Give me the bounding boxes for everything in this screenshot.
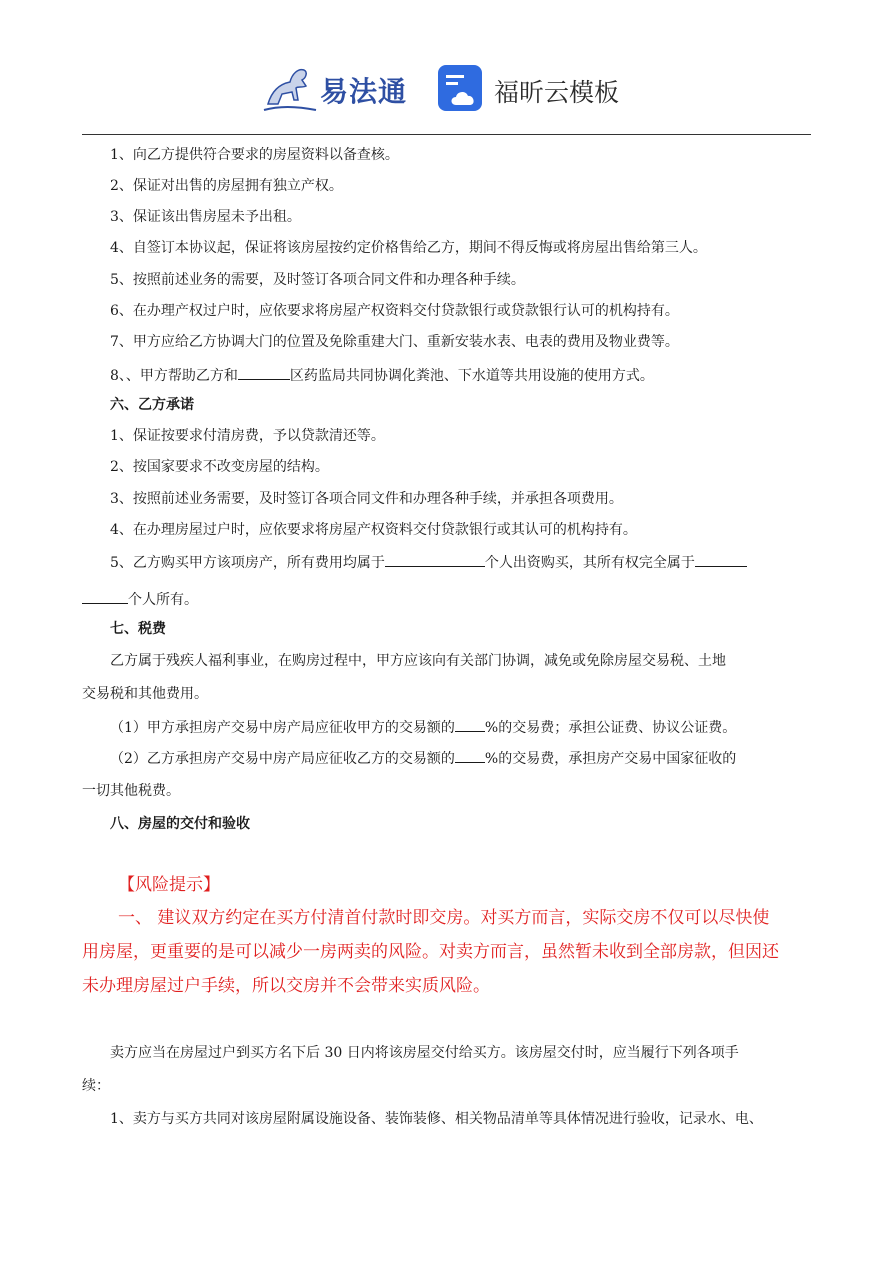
paragraph (110, 747, 736, 769)
risk-text: 用房屋，更重要的是可以减少一房两卖的风险。对卖方而言，虽然暂未收到全部房款，但因还 (82, 942, 779, 962)
logo2-text: 福昕云模板 (494, 78, 620, 107)
list-item: 7、甲方应给乙方协调大门的位置及免除重建大门、重新安装水表、电表的费用及物业费等。 (110, 334, 679, 350)
list-item: 1、向乙方提供符合要求的房屋资料以备查核。 (110, 147, 399, 163)
tax-item-1-end: %的交易费；承担公证费、协议公证费。 (484, 720, 737, 736)
list-item-continued (82, 588, 198, 610)
paragraph: 一切其他税费。 (82, 783, 180, 799)
list-item: 3、按照前述业务需要，及时签订各项合同文件和办理各种手续，并承担各项费用。 (110, 491, 623, 507)
blank-field (455, 716, 485, 732)
blank-field (385, 551, 485, 567)
item5-end: 个人所有。 (128, 592, 198, 608)
item5-start: 5、乙方购买甲方该项房产，所有费用均属于 (110, 555, 385, 571)
section-heading: 六、乙方承诺 (110, 397, 194, 413)
list-item: 4、在办理房屋过户时，应依要求将房屋产权资料交付贷款银行或其认可的机构持有。 (110, 522, 637, 538)
list-item: 5、按照前述业务的需要，及时签订各项合同文件和办理各种手续。 (110, 272, 525, 288)
risk-title: 【风险提示】 (118, 875, 220, 895)
list-item: 4、自签订本协议起，保证将该房屋按约定价格售给乙方，期间不得反悔或将房屋出售给第三人。 (110, 240, 707, 256)
list-item (110, 364, 654, 386)
blank-field (455, 747, 485, 763)
paragraph (110, 716, 736, 738)
paragraph: 乙方属于残疾人福利事业，在购房过程中，甲方应该向有关部门协调，减免或免除房屋交易税、土地 (110, 653, 726, 669)
item8-end: 区药监局共同协调化粪池、下水道等共用设施的使用方式。 (289, 368, 654, 384)
item8-start: 8、、甲方帮助乙方和 (110, 368, 238, 384)
fuxin-logo (436, 63, 636, 117)
risk-text: 未办理房屋过户手续，所以交房并不会带来实质风险。 (82, 976, 490, 996)
blank-field (695, 551, 747, 567)
page-header (0, 60, 893, 120)
paragraph: 卖方应当在房屋过户到买方名下后 30 日内将该房屋交付给买方。该房屋交付时，应当履行下列各项手 (110, 1045, 739, 1061)
list-item: 2、保证对出售的房屋拥有独立产权。 (110, 178, 343, 194)
list-item: 3、保证该出售房屋未予出租。 (110, 209, 301, 225)
logo1-text: 易法通 (320, 75, 408, 108)
cloud-doc-icon (436, 63, 486, 113)
header-divider (82, 134, 811, 135)
item5-mid: 个人出资购买，其所有权完全属于 (484, 555, 695, 571)
list-item: 1、保证按要求付清房费，予以贷款清还等。 (110, 428, 385, 444)
section-heading: 七、税费 (110, 621, 166, 637)
paragraph: 交易税和其他费用。 (82, 686, 208, 702)
yifatong-logo (262, 60, 422, 116)
risk-text: 一、 建议双方约定在买方付清首付款时即交房。对买方而言，实际交房不仅可以尽快使 (118, 908, 770, 928)
tax-item-2-end: %的交易费，承担房产交易中国家征收的 (484, 751, 737, 767)
list-item: 6、在办理产权过户时，应依要求将房屋产权资料交付贷款银行或贷款银行认可的机构持有。 (110, 303, 679, 319)
list-item: 1、卖方与买方共同对该房屋附属设施设备、装饰装修、相关物品清单等具体情况进行验收，记录水、电、 (110, 1111, 763, 1127)
blank-field (238, 364, 290, 380)
blank-field (82, 588, 128, 604)
list-item (110, 551, 747, 573)
paragraph: 续： (82, 1078, 110, 1094)
list-item: 2、按国家要求不改变房屋的结构。 (110, 459, 329, 475)
horse-icon (262, 60, 318, 116)
section-heading: 八、房屋的交付和验收 (110, 816, 250, 832)
tax-item-1-start: （1）甲方承担房产交易中房产局应征收甲方的交易额的 (110, 720, 455, 736)
tax-item-2-start: （2）乙方承担房产交易中房产局应征收乙方的交易额的 (110, 751, 455, 767)
